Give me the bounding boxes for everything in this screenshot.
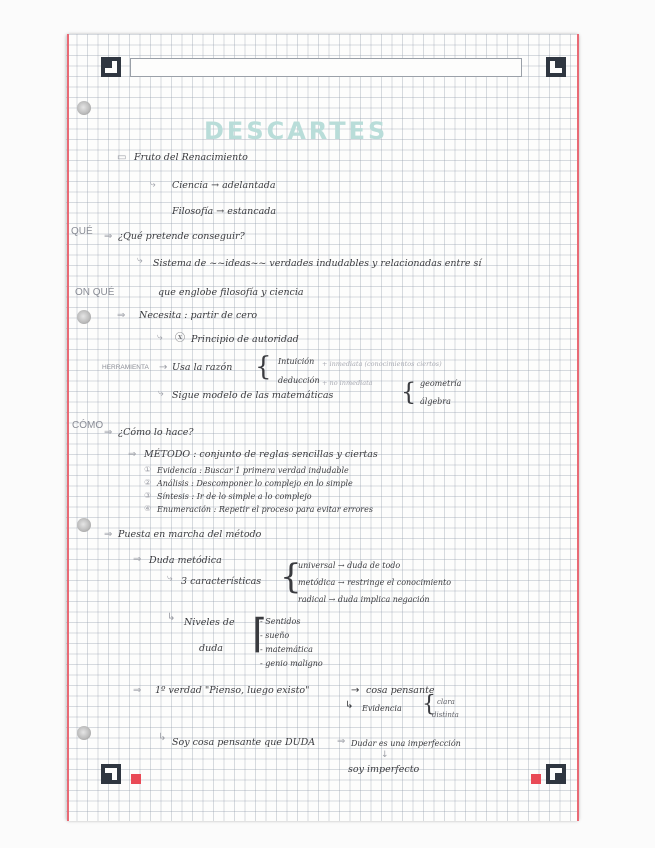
- note-line: Intuición: [278, 357, 315, 366]
- note-line: Filosofía → estancada: [172, 206, 277, 217]
- note-line: Análisis : Descomponer lo complejo en lo simple: [157, 479, 353, 488]
- corner-marker-icon: [546, 57, 566, 77]
- number-2-icon: ②: [144, 478, 152, 487]
- note-line: soy imperfecto: [348, 764, 420, 775]
- brace-icon: {: [401, 378, 417, 406]
- note-line: radical → duda implica negación: [298, 595, 430, 604]
- note-line: ¿Qué pretende conseguir?: [118, 231, 245, 242]
- note-line: distinta: [432, 711, 459, 719]
- punch-hole: [77, 726, 91, 740]
- down-arrow-icon: ↓: [381, 750, 389, 760]
- note-line: - genio maligno: [260, 659, 323, 668]
- note-line: Principio de autoridad: [191, 334, 299, 345]
- page-title: DESCARTES: [204, 117, 389, 145]
- note-line: Evidencia: [362, 704, 402, 713]
- note-line: clara: [437, 698, 455, 706]
- note-line: ¿Cómo lo hace?: [118, 427, 194, 438]
- note-line: 1º verdad "Pienso, luego existo": [155, 685, 310, 696]
- arrow-icon: →: [351, 685, 360, 696]
- note-line: Duda metódica: [149, 555, 222, 566]
- bracket-icon: ⌈: [252, 611, 268, 657]
- sub-arrow-icon: ↳: [167, 612, 176, 623]
- corner-marker-icon: [101, 764, 121, 784]
- bullet-arrow-icon: ▭: [117, 152, 127, 163]
- note-line: MÉTODO : conjunto de reglas sencillas y ciertas: [144, 449, 378, 460]
- note-line: Fruto del Renacimiento: [134, 152, 248, 163]
- bullet-arrow-icon: ⇒: [133, 685, 142, 696]
- faint-note: + no inmediata: [322, 379, 373, 387]
- note-line: universal → duda de todo: [298, 561, 401, 570]
- note-line: Ciencia → adelantada: [172, 180, 276, 191]
- number-1-icon: ①: [144, 465, 152, 474]
- bullet-arrow-icon: →: [159, 362, 168, 373]
- sub-arrow-icon: ⤷: [157, 332, 163, 343]
- bullet-arrow-icon: ⇒: [104, 231, 113, 242]
- number-4-icon: ④: [144, 504, 152, 513]
- note-line: Puesta en marcha del método: [118, 529, 262, 540]
- sub-arrow-icon: ⤷: [150, 179, 156, 190]
- note-line: metódica → restringe el conocimiento: [298, 578, 452, 587]
- note-line: deducción: [278, 376, 320, 385]
- bullet-arrow-icon: ⇒: [117, 310, 126, 321]
- note-line: Necesita : partir de cero: [139, 310, 258, 321]
- note-line: Enumeración : Repetir el proceso para evitar errores: [157, 505, 373, 514]
- note-line: Sistema de ~~ideas~~ verdades indudables y relacionadas entre sí: [153, 258, 482, 269]
- bullet-arrow-icon: ⇒: [104, 529, 113, 540]
- sub-arrow-icon: ↳: [345, 700, 354, 711]
- sub-arrow-icon: ⇒: [128, 449, 137, 460]
- brace-icon: {: [255, 352, 272, 382]
- sub-arrow-icon: ⤷: [167, 573, 173, 584]
- faint-note: + inmediata (conocimientos ciertos): [322, 360, 442, 368]
- note-line: geometría: [420, 379, 462, 388]
- sub-arrow-icon: ⇒: [133, 554, 142, 565]
- right-margin-line: [577, 34, 579, 821]
- cross-circle-icon: ⓧ: [175, 333, 185, 344]
- note-line: Evidencia : Buscar 1 primera verdad indudable: [157, 466, 349, 475]
- note-line: Usa la razón: [172, 362, 233, 373]
- punch-hole: [77, 518, 91, 532]
- sub-arrow-icon: ↳: [158, 732, 167, 743]
- note-line: Síntesis : Ir de lo simple a lo complejo: [157, 492, 312, 501]
- bullet-arrow-icon: ⇒: [104, 427, 113, 438]
- note-line: - sueño: [260, 631, 290, 640]
- margin-label-herramienta: HERRAMIENTA: [102, 364, 149, 371]
- punch-hole: [77, 310, 91, 324]
- note-line: Dudar es una imperfección: [351, 739, 461, 748]
- brace-icon: {: [422, 692, 436, 717]
- corner-marker-icon: [546, 764, 566, 784]
- note-line: Sigue modelo de las matemáticas: [172, 390, 334, 401]
- note-line: Niveles de: [184, 617, 235, 628]
- margin-label-como: CÓMO: [72, 420, 104, 431]
- note-line: que englobe filosofía y ciencia: [158, 287, 304, 298]
- note-line: - Sentidos: [260, 617, 301, 626]
- sub-arrow-icon: ⤷: [137, 255, 143, 266]
- sub-arrow-icon: ⤷: [158, 388, 164, 399]
- note-line: cosa pensante: [366, 685, 435, 696]
- arrow-icon: ⇒: [337, 736, 346, 747]
- header-box: [130, 58, 522, 77]
- corner-square: [131, 774, 141, 784]
- corner-square: [531, 774, 541, 784]
- note-line: duda: [199, 643, 223, 654]
- note-line: Soy cosa pensante que DUDA: [172, 737, 316, 748]
- margin-label-que: QUÉ: [71, 226, 93, 237]
- left-margin-line: [67, 34, 69, 821]
- note-line: álgebra: [420, 397, 451, 406]
- note-line: - matemática: [260, 645, 313, 654]
- margin-label-con-que: ON QUÉ: [75, 287, 115, 298]
- number-3-icon: ③: [144, 491, 152, 500]
- brace-icon: {: [280, 557, 302, 597]
- note-line: 3 características: [181, 576, 262, 587]
- punch-hole: [77, 101, 91, 115]
- corner-marker-icon: [101, 57, 121, 77]
